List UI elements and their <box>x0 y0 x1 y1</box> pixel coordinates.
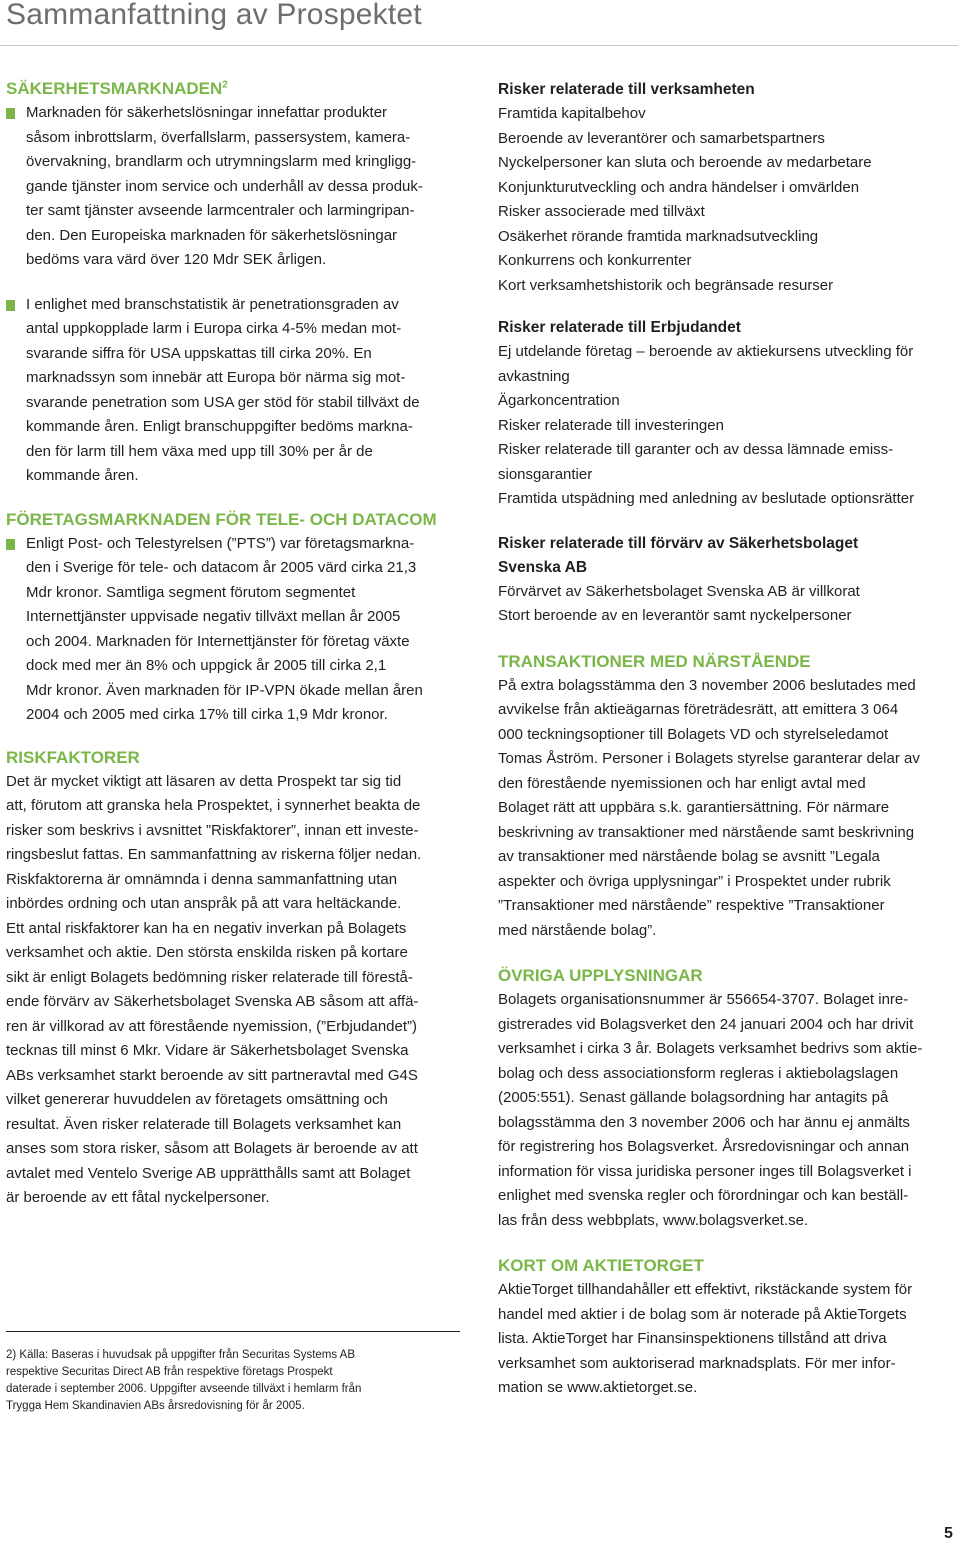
title-divider <box>0 45 958 46</box>
subheading-risker-forvarv <box>498 532 958 580</box>
text-line: daterade i september 2006. Uppgifter avseende tillväxt i hemlarm från <box>6 1383 362 1395</box>
page-title: Sammanfattning av Prospektet <box>6 0 422 31</box>
text-line: Marknaden för säkerhetslösningar innefattar produkter <box>26 104 388 121</box>
text-line: Svenska AB <box>498 558 588 576</box>
risk-list <box>498 102 958 298</box>
text-line: mation se www.aktietorget.se. <box>498 1379 698 1396</box>
paragraph-text <box>498 1278 958 1401</box>
section-heading-ovriga-upplysningar: ÖVRIGA UPPLYSNINGAR <box>498 966 703 985</box>
footnote <box>6 1347 446 1415</box>
text-line: Ett antal riskfaktorer kan ha en negativ inverkan på Bolagets <box>6 919 407 937</box>
text-line: av transaktioner med närstående bolag se avsnitt ”Legala <box>498 848 880 865</box>
text-line: Det är mycket viktigt att läsaren av detta Prospekt tar sig tid <box>6 772 402 790</box>
text-line: gistrerades vid Bolagsverket den 24 januari 2004 och har drivit <box>498 1015 914 1033</box>
text-line: Tomas Åström. Personer i Bolagets styrelse garanterar delar av <box>498 750 920 767</box>
text-line: bedöms vara värd över 120 Mdr SEK årligen. <box>26 251 327 268</box>
text-line: verksamhet som auktoriserad marknadsplats. För mer infor- <box>498 1354 896 1372</box>
text-line: I enlighet med branschstatistik är penetrationsgraden av <box>26 295 399 313</box>
text-line: inbördes ordning och utan anspråk på att vara heltäckande. <box>6 895 402 912</box>
text-line: ringsbeslut fattas. En sammanfattning av riskerna följer nedan. <box>6 846 422 863</box>
text-line: Internettjänster uppvisade negativ tillväxt mellan år 2005 <box>26 608 401 625</box>
section-heading-riskfaktorer: RISKFAKTORER <box>6 747 140 767</box>
text-line: avtalet med Ventelo Sverige AB upprätthålls samt att Bolaget <box>6 1164 411 1182</box>
page-number: 5 <box>944 1525 953 1542</box>
bullet-square-icon <box>6 539 15 550</box>
text-line: Ägarkoncentration <box>498 392 620 409</box>
right-column <box>498 78 958 1401</box>
text-line: las från dess webbplats, www.bolagsverket.se. <box>498 1211 809 1229</box>
footnote-divider <box>6 1331 460 1332</box>
text-line: gande tjänster inom service och underhåll av dessa produk- <box>26 177 423 195</box>
subheading-risker-erbjudandet: Risker relaterade till Erbjudandet <box>498 319 741 336</box>
text-line: anses som stora risker, såsom att Bolagets är beroende av att <box>6 1140 418 1157</box>
text-line: handel med aktier i de bolag som är noterade på AktieTorgets <box>498 1305 907 1323</box>
text-line: Stort beroende av en leverantör samt nyckelpersoner <box>498 607 852 624</box>
footnote-marker: 2 <box>222 79 228 91</box>
text-line: lista. AktieTorget har Finansinspektionens tillstånd att driva <box>498 1330 887 1347</box>
text-line: Trygga Hem Skandinavien ABs årsredovisning för år 2005. <box>6 1400 305 1412</box>
text-line: Mdr kronor. Samtliga segment förutom segmentet <box>26 583 356 601</box>
text-line: Enligt Post- och Telestyrelsen (”PTS”) var företagsmarkna- <box>26 534 415 552</box>
text-line: risker som beskrivs i avsnittet ”Riskfaktorer”, innan ett investe- <box>6 821 419 839</box>
text-line: ABs verksamhet starkt beroende av sitt partneravtal med G4S <box>6 1066 418 1084</box>
text-line: Framtida kapitalbehov <box>498 105 646 122</box>
text-line: Risker relaterade till garanter och av dessa lämnade emiss- <box>498 441 894 458</box>
text-line: den förestående nyemissionen och har enligt avtal med <box>498 774 866 792</box>
bullet-paragraph <box>6 293 461 489</box>
paragraph-text <box>6 770 461 1211</box>
text-line: Risker associerade med tillväxt <box>498 203 705 220</box>
text-line: dock med mer än 8% och uppgick år 2005 till cirka 2,1 <box>26 657 387 674</box>
left-column <box>6 78 461 1211</box>
text-line: antal uppkopplade larm i Europa cirka 4-5% medan mot- <box>26 320 402 337</box>
section-heading-sakerhetsmarknaden: SÄKERHETSMARKNADEN$^2$ <box>6 79 228 98</box>
paragraph-text <box>498 674 958 944</box>
text-line: marknadssyn som innebär att Europa bör närma sig mot- <box>26 369 406 386</box>
text-line: På extra bolagsstämma den 3 november 2006 beslutades med <box>498 676 916 694</box>
text-line: Framtida utspädning med anledning av beslutade optionsrätter <box>498 490 915 507</box>
bullet-paragraph <box>6 532 461 728</box>
text-line: resultat. Även risker relaterade till Bolagets verksamhet kan <box>6 1115 402 1133</box>
text-line: 2004 och 2005 med cirka 17% till cirka 1,9 Mdr kronor. <box>26 706 388 723</box>
text-line: beskrivning av transaktioner med närstående samt beskrivning <box>498 823 915 841</box>
text-line: såsom inbrottslarm, överfallslarm, passersystem, kamera- <box>26 128 411 146</box>
text-line: Risker relaterade till investeringen <box>498 416 724 434</box>
text-line: Risker relaterade till förvärv av Säkerhetsbolaget <box>498 534 859 552</box>
text-line: ter samt tjänster avseende larmcentraler och larmingripan- <box>26 202 415 219</box>
text-line: Kort verksamhetshistorik och begränsade resurser <box>498 276 834 294</box>
text-line: AktieTorget tillhandahåller ett effektivt, rikstäckande system för <box>498 1281 913 1298</box>
paragraph-text <box>26 101 461 273</box>
section-heading-transaktioner: TRANSAKTIONER MED NÄRSTÅENDE <box>498 651 811 671</box>
text-line: och 2004. Marknaden för Internettjänster för företag växte <box>26 632 410 650</box>
text-line: den för larm till hem växa med upp till 30% per år de <box>26 442 373 460</box>
text-line: kommande åren. <box>26 467 139 484</box>
text-line: Bolaget rätt att uppbära s.k. garantiersättning. För närmare <box>498 799 890 816</box>
text-line: den. Den Europeiska marknaden för säkerhetslösningar <box>26 226 398 244</box>
risk-list <box>498 340 958 512</box>
text-line: Konkurrens och konkurrenter <box>498 252 692 269</box>
text-line: vilket genererar huvuddelen av företagets omsättning och <box>6 1091 388 1108</box>
text-line: svarande penetration som USA ger stöd för stabil tillväxt de <box>26 393 420 411</box>
text-line: verksamhet och aktie. Den största enskilda risken på kortare <box>6 944 408 961</box>
text-line: bolagsstämma den 3 november 2006 och har ännu ej anmälts <box>498 1113 910 1131</box>
text-line: Konjunkturutveckling och andra händelser i omvärlden <box>498 178 860 196</box>
text-line: 2) Källa: Baseras i huvudsak på uppgifter från Securitas Systems AB <box>6 1349 356 1361</box>
text-line: med närstående bolag”. <box>498 921 657 939</box>
text-line: aspekter och övriga upplysningar” i Prospektet under rubrik <box>498 872 891 890</box>
paragraph-text <box>498 988 958 1233</box>
text-line: Osäkerhet rörande framtida marknadsutveckling <box>498 227 819 245</box>
text-line: respektive Securitas Direct AB från respektive företags Prospekt <box>6 1366 333 1378</box>
text-line: för registrering hos Bolagsverket. Årsredovisningar och annan <box>498 1138 910 1155</box>
text-line: Förvärvet av Säkerhetsbolaget Svenska AB är villkorat <box>498 582 860 600</box>
text-line: (2005:551). Senast gällande bolagsordning har antagits på <box>498 1089 889 1106</box>
text-line: information för vissa juridiska personer inges till Bolagsverket i <box>498 1162 912 1180</box>
bullet-square-icon <box>6 108 15 119</box>
text-line: ende förvärv av Säkerhetsbolaget Svenska AB såsom att affä- <box>6 993 419 1010</box>
risk-list <box>498 580 958 629</box>
text-line: 000 teckningsoptioner till Bolagets VD och styrelseledamot <box>498 725 889 743</box>
section-heading-kort-om-aktietorget: KORT OM AKTIETORGET <box>498 1256 704 1275</box>
paragraph-text <box>26 532 461 728</box>
subheading-risker-verksamheten: Risker relaterade till verksamheten <box>498 81 755 98</box>
text-line: verksamhet i cirka 3 år. Bolagets verksamhet bedrivs som aktie- <box>498 1040 923 1057</box>
text-line: ren är villkorad av att förestående nyemission, (”Erbjudandet”) <box>6 1017 418 1035</box>
text-line: kommande åren. Enligt branschuppgifter bedöms markna- <box>26 418 413 435</box>
text-line: avvikelse från aktieägarnas företrädesrätt, att emittera 3 064 <box>498 701 899 718</box>
section-heading-foretagsmarknaden: FÖRETAGSMARKNADEN FÖR TELE- OCH DATACOM <box>6 509 437 529</box>
text-line: sionsgarantier <box>498 465 593 483</box>
text-line: sikt är enligt Bolagets bedömning risker relaterade till förestå- <box>6 968 413 986</box>
text-line: avkastning <box>498 367 570 385</box>
text-line: Beroende av leverantörer och samarbetspartners <box>498 129 825 147</box>
text-line: Bolagets organisationsnummer är 556654-3707. Bolaget inre- <box>498 991 909 1008</box>
text-line: Mdr kronor. Även marknaden för IP-VPN ökade mellan åren <box>26 681 423 699</box>
text-line: den i Sverige för tele- och datacom år 2005 värd cirka 21,3 <box>26 559 417 576</box>
bullet-paragraph <box>6 101 461 273</box>
text-line: Ej utdelande företag – beroende av aktiekursens utveckling för <box>498 343 914 360</box>
text-line: är beroende av ett fåtal nyckelpersoner. <box>6 1189 270 1206</box>
text-line: Nyckelpersoner kan sluta och beroende av medarbetare <box>498 154 872 171</box>
text-line: svarande siffra för USA uppskattas till cirka 20%. En <box>26 344 372 362</box>
text-line: att, förutom att granska hela Prospektet, i synnerhet beakta de <box>6 797 421 814</box>
bullet-square-icon <box>6 300 15 311</box>
text-line: Riskfaktorerna är omnämnda i denna sammanfattning utan <box>6 870 398 888</box>
text-line: enlighet med svenska regler och förordningar och kan beställ- <box>498 1187 909 1204</box>
text-line: tecknas till minst 6 Mkr. Vidare är Säkerhetsbolaget Svenska <box>6 1042 409 1059</box>
text-line: bolag och dess associationsform regleras i aktiebolagslagen <box>498 1064 899 1082</box>
text-line: ”Transaktioner med närstående” respektive ”Transaktioner <box>498 897 885 914</box>
text-line: övervakning, brandlarm och utrymningslarm med kringligg- <box>26 153 417 170</box>
paragraph-text <box>26 293 461 489</box>
